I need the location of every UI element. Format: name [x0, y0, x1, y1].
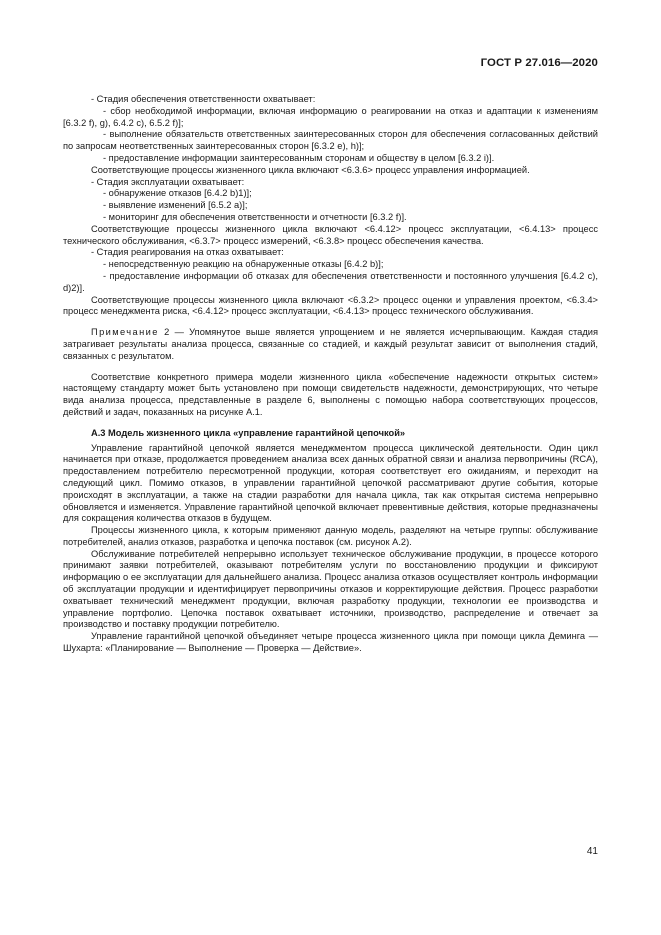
- paragraph: Обслуживание потребителей непрерывно использует техническое обслуживание продукции, в процессе которого принимают заявки потребителей, оказывают потребителям услуги по восстановлению продукции и фиксируют информацию о ее эксплуатации для дальнейшего анализа. Процесс анализа отказов осуществляет контроль информации об эксплуатации продукции и идентифицирует первопричины отказов и корректирующие действия. Процесс разработки охватывает технический менеджмент продукции, включая разработку продукции, технологии ее производства и управление портфолио. Цепочка поставок охватывает источники, производство, распределение и отвечает за производство и поставку продукции потребителю.: [63, 548, 598, 630]
- list-item: - предоставление информации заинтересованным сторонам и обществу в целом [6.3.2 i)].: [103, 152, 495, 163]
- section-heading: А.3 Модель жизненного цикла «управление гарантийной цепочкой»: [91, 427, 406, 438]
- paragraph: Процессы жизненного цикла, к которым применяют данную модель, разделяют на четыре группы: обслуживание потребителей, анализ отказов, разработка и цепочка поставок (см. рисунок А.2).: [63, 525, 598, 547]
- list-item: - обнаружение отказов [6.4.2 b)1)];: [103, 188, 252, 199]
- paragraph: Соответствие конкретного примера модели жизненного цикла «обеспечение надежности открытых систем» настоящему стандарту может быть установлено при помощи свидетельств надежности, демонстрирующих, что четыре вида анализа процесса, представленные в разделе 6, выполнены с помощью набора соответствующих процессов, действий и задач, показанных на рисунке А.1.: [63, 371, 598, 417]
- note: [63, 327, 598, 362]
- paragraph: Управление гарантийной цепочкой является менеджментом процесса циклической деятельности. Один цикл начинается при отказе, продолжается проведением анализа всех данных обратной связи и анализа первопричины (RCA), предоставлением потребителю пересмотренной продукции, которая соответствует его ожиданиям, и переходит на следующий цикл. Помимо отказов, в управлении гарантийной цепочкой рассматривают другие события, которые происходят в эксплуатации, а также на стадии разработки для начала цикла, так как открытая система непрерывно обновляется и изменяется. Управление гарантийной цепочкой включает превентивные действия, которые предназначены для сокращения количества отказов в будущем.: [63, 442, 598, 524]
- note-label: Примечание: [91, 327, 159, 338]
- page-number: 41: [586, 846, 598, 857]
- list-item: - сбор необходимой информации, включая информацию о реагировании на отказ и адаптации к изменениям [6.3.2 f), g), 6.4.2 c), 6.5.2 f)];: [63, 105, 598, 128]
- paragraph: - Стадия реагирования на отказ охватывает:: [91, 247, 284, 258]
- list-item: - непосредственную реакцию на обнаруженные отказы [6.4.2 b)];: [103, 259, 384, 270]
- paragraph: Соответствующие процессы жизненного цикла включают <6.4.12> процесс эксплуатации, <6.4.13> процесс технического обслуживания, <6.3.7> процесс измерений, <6.3.8> процесс обеспечения качества.: [63, 223, 598, 246]
- paragraph: - Стадия эксплуатации охватывает:: [91, 176, 245, 187]
- paragraph: Соответствующие процессы жизненного цикла включают <6.3.6> процесс управления информацией.: [91, 164, 530, 175]
- paragraph: - Стадия обеспечения ответственности охватывает:: [91, 94, 316, 104]
- list-item: - выполнение обязательств ответственных заинтересованных сторон для обеспечения согласованных действий по запросам неответственных заинтересованных сторон [6.3.2 e), h)];: [63, 129, 598, 152]
- list-item: - выявление изменений [6.5.2 a)];: [103, 200, 248, 211]
- list-item: - предоставление информации об отказах для обеспечения ответственности и постоянного улучшения [6.4.2 c), d)2)].: [63, 270, 598, 293]
- page-content: [63, 94, 598, 655]
- paragraph: Соответствующие процессы жизненного цикла включают <6.3.2> процесс оценки и управления проектом, <6.3.4> процесс менеджмента риска, <6.4.12> процесс эксплуатации, <6.4.13> процесс технического обслуживания.: [63, 294, 598, 317]
- note-text: 2 — Упомянутое выше является упрощением и не является исчерпывающим. Каждая стадия затрагивает результаты анализа процесса, связанные со стадией, и каждый результат зависит от выполнения стадий, связанных с результатом.: [63, 327, 598, 361]
- paragraph: Управление гарантийной цепочкой объединяет четыре процесса жизненного цикла при помощи цикла Деминга — Шухарта: «Планирование — Выполнение — Проверка — Действие».: [63, 631, 598, 654]
- list-item: - мониторинг для обеспечения ответственности и отчетности [6.3.2 f)].: [103, 211, 407, 222]
- standard-designation: ГОСТ Р 27.016—2020: [480, 57, 598, 69]
